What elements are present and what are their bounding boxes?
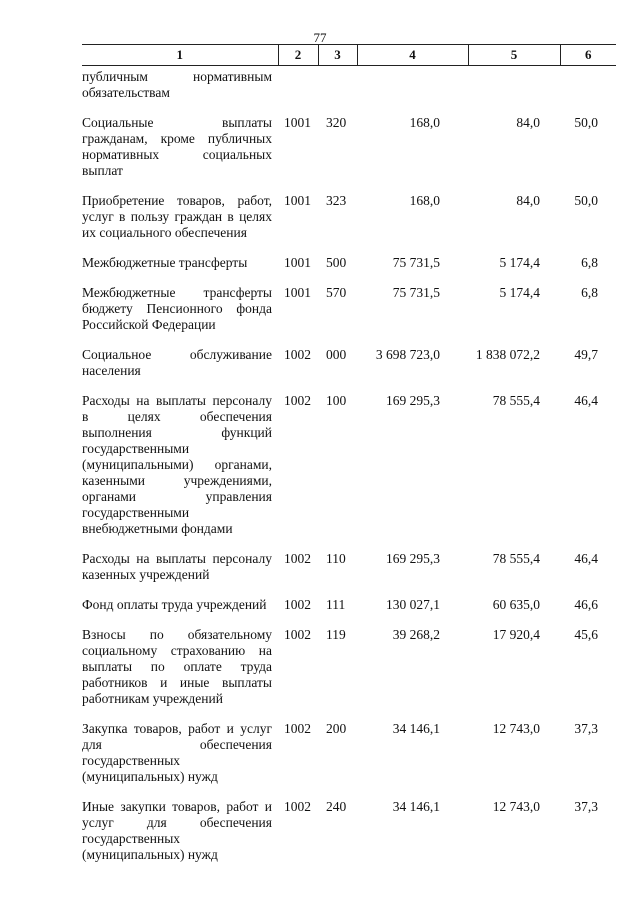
row-plan-cell: 168,0: [409, 115, 440, 130]
row-code-cell: 000: [326, 347, 347, 362]
row-section-cell: 1002: [284, 627, 311, 642]
row-percent-cell: 46,4: [574, 551, 598, 566]
row-percent-cell: 6,8: [581, 255, 598, 270]
row-code-cell: 100: [326, 393, 347, 408]
table-row: [82, 285, 616, 347]
row-plan-cell: 169 295,3: [386, 393, 440, 408]
row-executed-cell: 1 838 072,2: [475, 347, 540, 362]
row-code-cell: [318, 66, 357, 116]
row-percent-cell: [560, 66, 616, 116]
table-row: [82, 115, 616, 193]
row-plan-cell: 34 146,1: [392, 721, 440, 736]
row-name-cell: Межбюджетные трансферты бюджету Пенсионного фонда Российской Федерации: [82, 285, 272, 332]
row-executed-cell: 5 174,4: [499, 255, 540, 270]
row-percent-cell: 45,6: [574, 627, 598, 642]
row-executed-cell: 78 555,4: [492, 393, 540, 408]
table-row: [82, 721, 616, 799]
row-executed-cell: 5 174,4: [499, 285, 540, 300]
row-section-cell: 1002: [284, 551, 311, 566]
row-plan-cell: 168,0: [409, 193, 440, 208]
row-name-cell: Социальные выплаты гражданам, кроме публичных нормативных социальных выплат: [82, 115, 272, 178]
table-row: [82, 255, 616, 285]
row-percent-cell: 37,3: [574, 721, 598, 736]
row-code-cell: 323: [326, 193, 347, 208]
row-section-cell: 1002: [284, 393, 311, 408]
row-percent-cell: 37,3: [574, 799, 598, 814]
table-row: [82, 597, 616, 627]
row-code-cell: 240: [326, 799, 347, 814]
row-percent-cell: 46,4: [574, 393, 598, 408]
row-name-cell: Взносы по обязательному социальному страхованию на выплаты по оплате труда работников и иные выплаты работникам учреждений: [82, 627, 272, 706]
table-row: [82, 347, 616, 393]
budget-table-container: [82, 44, 616, 877]
row-plan-cell: 169 295,3: [386, 551, 440, 566]
row-executed-cell: 12 743,0: [492, 721, 540, 736]
row-section-cell: [278, 66, 318, 116]
row-name-cell: Расходы на выплаты персоналу казенных учреждений: [82, 551, 272, 582]
row-section-cell: 1002: [284, 721, 311, 736]
row-name-cell: Иные закупки товаров, работ и услуг для обеспечения государственных (муниципальных) нужд: [82, 799, 272, 862]
row-executed-cell: 12 743,0: [492, 799, 540, 814]
row-name-cell: Фонд оплаты труда учреждений: [82, 597, 267, 612]
row-code-cell: 111: [326, 597, 346, 612]
column-header: 4: [357, 45, 468, 66]
row-section-cell: 1001: [284, 115, 311, 130]
table-header-row: [82, 45, 616, 66]
row-plan-cell: 39 268,2: [392, 627, 440, 642]
column-header: 5: [468, 45, 560, 66]
row-executed-cell: 78 555,4: [492, 551, 540, 566]
row-plan-cell: 75 731,5: [392, 285, 440, 300]
table-row: [82, 551, 616, 597]
table-row: [82, 193, 616, 255]
row-section-cell: 1002: [284, 799, 311, 814]
column-header: 6: [560, 45, 616, 66]
row-executed-cell: 84,0: [516, 115, 540, 130]
row-code-cell: 570: [326, 285, 347, 300]
row-percent-cell: 49,7: [574, 347, 598, 362]
table-row: [82, 627, 616, 721]
page-number: 77: [313, 30, 327, 45]
row-plan-cell: 75 731,5: [392, 255, 440, 270]
column-header: 2: [278, 45, 318, 66]
row-plan-cell: 3 698 723,0: [375, 347, 440, 362]
table-row: [82, 393, 616, 551]
budget-table: [82, 44, 616, 877]
row-code-cell: 320: [326, 115, 347, 130]
row-code-cell: 200: [326, 721, 347, 736]
row-name-cell: Социальное обслуживание населения: [82, 347, 272, 378]
column-header: 1: [82, 45, 278, 66]
row-executed-cell: [468, 66, 560, 116]
row-code-cell: 110: [326, 551, 346, 566]
row-code-cell: 119: [326, 627, 346, 642]
row-name-cell: Межбюджетные трансферты: [82, 255, 248, 270]
row-section-cell: 1001: [284, 193, 311, 208]
row-plan-cell: 34 146,1: [392, 799, 440, 814]
row-percent-cell: 50,0: [574, 115, 598, 130]
row-section-cell: 1002: [284, 597, 311, 612]
row-name-cell: Расходы на выплаты персоналу в целях обеспечения выполнения функций государственными (муниципальными) органами, казенными учреждениями, органами управления государственными внебюджетными фондами: [82, 393, 272, 536]
row-executed-cell: 17 920,4: [492, 627, 540, 642]
table-row: [82, 799, 616, 877]
row-executed-cell: 84,0: [516, 193, 540, 208]
table-body: [82, 66, 616, 878]
row-percent-cell: 6,8: [581, 285, 598, 300]
row-percent-cell: 50,0: [574, 193, 598, 208]
column-header: 3: [318, 45, 357, 66]
row-plan-cell: 130 027,1: [386, 597, 440, 612]
table-row: [82, 66, 616, 116]
row-plan-cell: [357, 66, 468, 116]
row-name-cell: публичным нормативным обязательствам: [82, 69, 272, 100]
row-executed-cell: 60 635,0: [492, 597, 540, 612]
row-section-cell: 1002: [284, 347, 311, 362]
row-code-cell: 500: [326, 255, 347, 270]
row-section-cell: 1001: [284, 255, 311, 270]
row-name-cell: Закупка товаров, работ и услуг для обеспечения государственных (муниципальных) нужд: [82, 721, 272, 784]
row-percent-cell: 46,6: [574, 597, 598, 612]
row-section-cell: 1001: [284, 285, 311, 300]
row-name-cell: Приобретение товаров, работ, услуг в пользу граждан в целях их социального обеспечения: [82, 193, 272, 240]
